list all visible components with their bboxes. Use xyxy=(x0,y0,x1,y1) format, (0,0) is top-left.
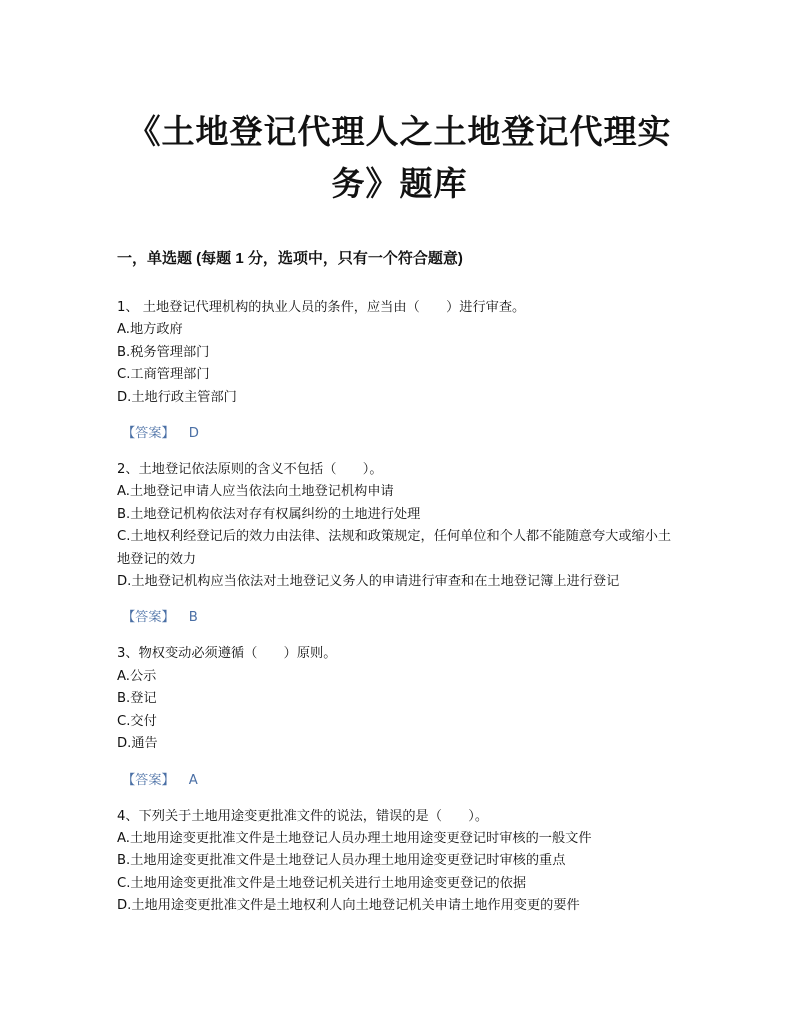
option-b: B.土地登记机构依法对存有权属纠纷的土地进行处理 xyxy=(117,506,421,522)
option-b: B.登记 xyxy=(117,691,157,707)
answer-label: 【答案】 xyxy=(122,610,175,626)
answer-value: B xyxy=(188,610,198,626)
question-stem: 2、土地登记依法原则的含义不包括（ ）。 xyxy=(117,462,383,478)
answer-line xyxy=(122,423,682,445)
answer-line xyxy=(122,770,682,792)
question-list xyxy=(117,297,682,918)
question-1 xyxy=(117,297,682,445)
answer-label: 【答案】 xyxy=(122,772,175,788)
option-d: D.土地行政主管部门 xyxy=(117,389,237,405)
option-a: A.土地用途变更批准文件是土地登记人员办理土地用途变更登记时审核的一般文件 xyxy=(117,830,592,846)
question-4 xyxy=(117,806,682,918)
answer-line xyxy=(122,607,682,629)
question-stem: 4、下列关于土地用途变更批准文件的说法，错误的是（ ）。 xyxy=(117,808,489,824)
option-a: A.公示 xyxy=(117,668,157,684)
option-c: C.交付 xyxy=(117,713,157,729)
question-2 xyxy=(117,459,682,629)
answer-value: D xyxy=(188,426,199,442)
document-title: 《土地登记代理人之土地登记代理实务》题库 xyxy=(127,112,672,203)
option-d: D.土地用途变更批准文件是土地权利人向土地登记机关申请土地作用变更的要件 xyxy=(117,898,580,914)
option-c: C.土地用途变更批准文件是土地登记机关进行土地用途变更登记的依据 xyxy=(117,875,527,891)
option-c: C.土地权利经登记后的效力由法律、法规和政策规定，任何单位和个人都不能随意夸大或缩小土地登记的效力 xyxy=(117,529,672,567)
option-d: D.通告 xyxy=(117,736,158,752)
option-a: A.土地登记申请人应当依法向土地登记机构申请 xyxy=(117,484,394,500)
question-stem: 1、 土地登记代理机构的执业人员的条件，应当由（ ）进行审查。 xyxy=(117,300,526,315)
option-d: D.土地登记机构应当依法对土地登记义务人的申请进行审查和在土地登记簿上进行登记 xyxy=(117,574,620,590)
option-c: C.工商管理部门 xyxy=(117,367,210,383)
option-a: A.地方政府 xyxy=(117,322,183,338)
question-3 xyxy=(117,643,682,791)
option-b: B.税务管理部门 xyxy=(117,344,210,360)
section-heading: 一，单选题 (每题 1 分，选项中，只有一个符合题意) xyxy=(117,250,463,267)
option-b: B.土地用途变更批准文件是土地登记人员办理土地用途变更登记时审核的重点 xyxy=(117,853,566,869)
question-stem: 3、物权变动必须遵循（ ）原则。 xyxy=(117,646,337,662)
answer-label: 【答案】 xyxy=(122,426,175,442)
answer-value: A xyxy=(188,772,198,788)
